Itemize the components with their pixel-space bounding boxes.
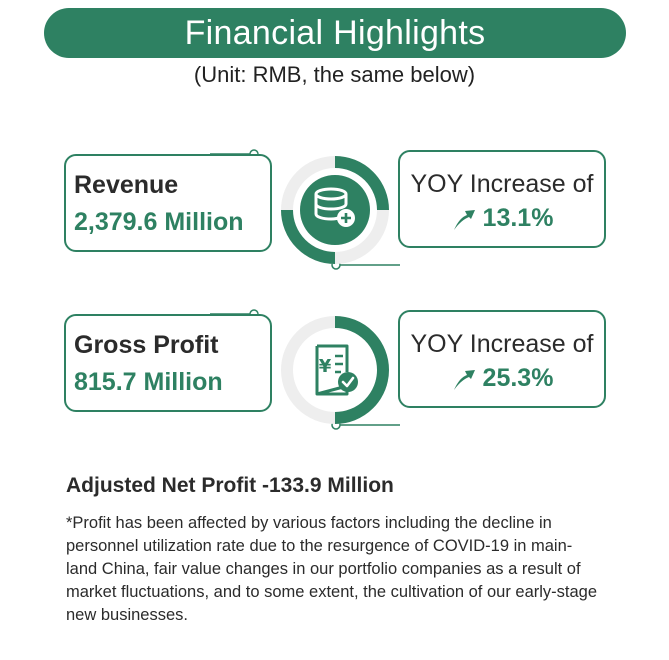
revenue-ring — [275, 150, 395, 270]
gross-profit-yoy-value: 25.3% — [482, 364, 554, 392]
svg-text:¥: ¥ — [318, 356, 332, 377]
revenue-yoy-value-row — [400, 204, 604, 233]
revenue-label: Revenue — [74, 171, 179, 199]
revenue-yoy-card — [398, 150, 606, 248]
page-title: Financial Highlights — [184, 13, 486, 52]
revenue-yoy-label: YOY Increase of — [410, 170, 594, 198]
unit-subtitle: (Unit: RMB, the same below) — [193, 62, 476, 87]
gross-profit-label: Gross Profit — [74, 331, 219, 359]
gross-profit-card — [64, 314, 272, 412]
revenue-value: 2,379.6 Million — [74, 208, 244, 236]
revenue-card — [64, 154, 272, 252]
arrow-up-right-icon — [451, 366, 477, 392]
footnote: *Profit has been affected by various factors including the decline in personnel utilization rate due to the resurgence of COVID-19 in main- land China, fair value changes in our portfolio companies as a result of market fluctuations, and to some extent, the cultivation of our early-stage new businesses. — [66, 514, 598, 624]
gross-profit-yoy-label: YOY Increase of — [410, 330, 594, 358]
adjusted-net-profit: Adjusted Net Profit -133.9 Million — [66, 474, 394, 497]
gross-profit-value: 815.7 Million — [74, 368, 223, 396]
gross-profit-yoy-card — [398, 310, 606, 408]
arrow-up-right-icon — [451, 206, 477, 232]
revenue-yoy-value: 13.1% — [482, 204, 554, 232]
gross-profit-ring — [275, 310, 395, 430]
gross-profit-yoy-value-row — [400, 364, 604, 393]
